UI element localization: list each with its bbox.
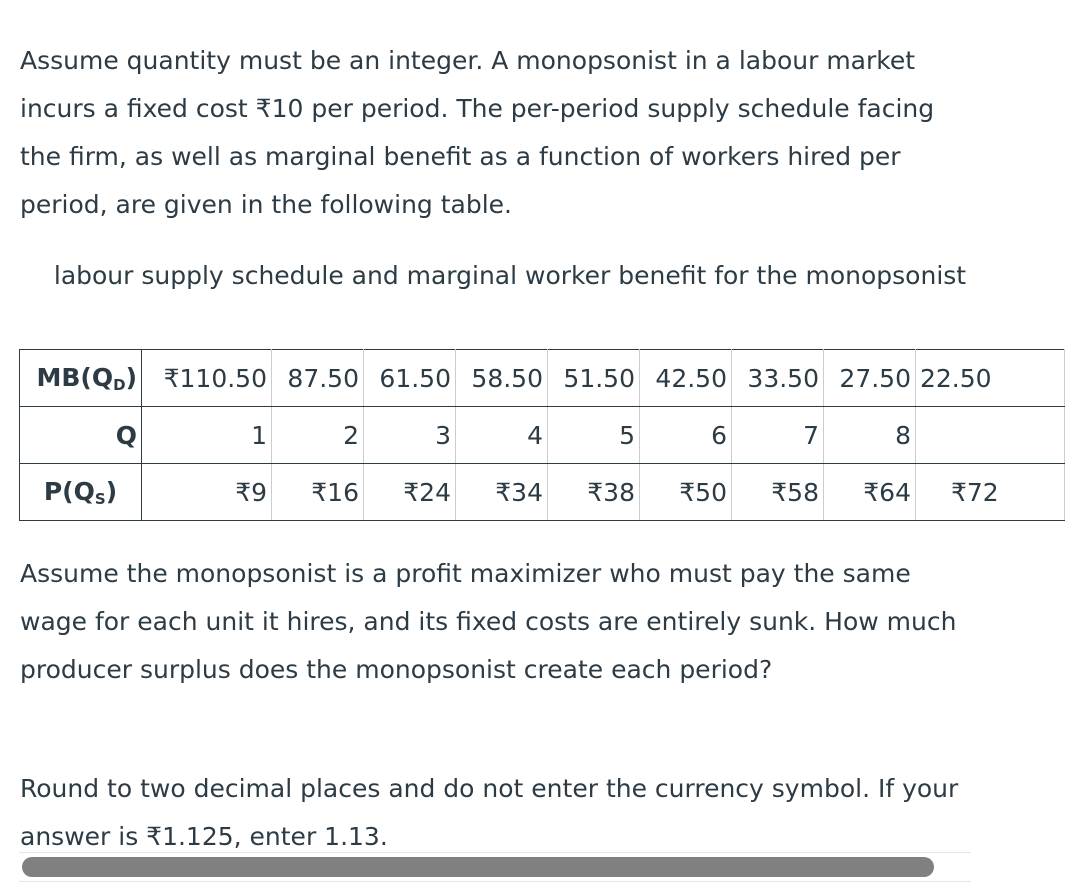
table-row-mb [20,350,1065,407]
q-cell: 5 [548,407,640,464]
mb-cell: 61.50 [364,350,456,407]
p-cell: ₹24 [364,464,456,521]
p-cell: ₹64 [824,464,916,521]
q-cell: 8 [824,407,916,464]
mb-cell: 51.50 [548,350,640,407]
table-caption: labour supply schedule and marginal worker benefit for the monopsonist [53,261,967,290]
supply-benefit-table [19,349,1065,521]
mb-cell: 33.50 [732,350,824,407]
q-cell [916,407,1065,464]
mb-cell: 42.50 [640,350,732,407]
scrollbar-thumb[interactable] [22,857,934,877]
p-cell: ₹38 [548,464,640,521]
mb-cell: 87.50 [272,350,364,407]
q-header: Q [20,407,142,464]
q-cell: 6 [640,407,732,464]
table-row-p [20,464,1065,521]
q-cell: 7 [732,407,824,464]
p-header: $P(Q_S)$ [20,464,142,521]
p-cell: ₹72 [916,464,1065,521]
p-cell: ₹34 [456,464,548,521]
q-cell: 1 [142,407,272,464]
mb-header: $MB(Q_D)$ [20,350,142,407]
data-table-container [19,349,999,524]
question-prompt: Assume the monopsonist is a profit maximizer who must pay the same wage for each unit it hires, and its fixed costs are entirely sunk. How much producer surplus does the monopsonist create each period? [20,559,957,684]
horizontal-scrollbar[interactable] [19,852,971,882]
table-row-q [20,407,1065,464]
p-cell: ₹9 [142,464,272,521]
p-cell: ₹50 [640,464,732,521]
question-intro: Assume quantity must be an integer. A monopsonist in a labour market incurs a fixed cost ₹10 per period. The per-period supply schedule facing the firm, as well as marginal benefit as a function of workers hired per period, are given in the following table. [20,46,935,219]
mb-cell: ₹110.50 [142,350,272,407]
mb-cell: 27.50 [824,350,916,407]
mb-cell: 22.50 [916,350,1065,407]
q-cell: 3 [364,407,456,464]
p-cell: ₹58 [732,464,824,521]
mb-cell: 58.50 [456,350,548,407]
q-cell: 4 [456,407,548,464]
answer-instructions: Round to two decimal places and do not enter the currency symbol. If your answer is ₹1.125, enter 1.13. [20,774,959,851]
q-cell: 2 [272,407,364,464]
p-cell: ₹16 [272,464,364,521]
